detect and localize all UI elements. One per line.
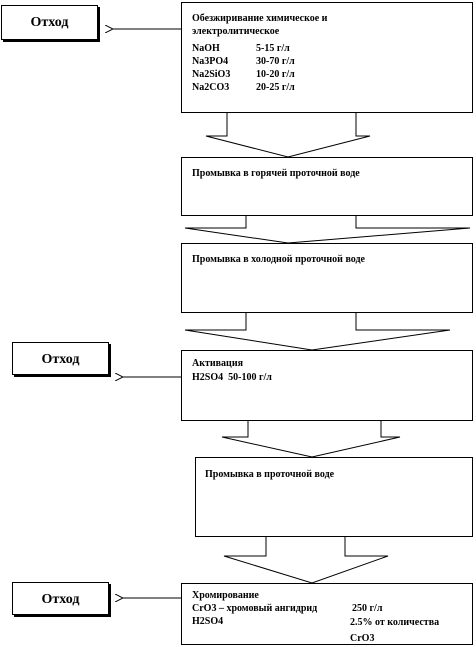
component-value: 250 г/л: [352, 603, 383, 614]
component-value: 50-100 г/л: [228, 372, 272, 383]
step-title: Обезжиривание химическое и электролитическое: [192, 13, 328, 37]
component-name: Na2SiO3: [192, 69, 231, 80]
component-name: Na2CO3: [192, 82, 230, 93]
component-value: 10-20 г/л: [256, 69, 295, 80]
step-title: Активация: [192, 358, 243, 369]
step-title: Промывка в проточной воде: [205, 469, 335, 480]
step-title: Хромирование: [192, 590, 259, 601]
component-value: 2.5% от количества CrO3: [350, 617, 440, 644]
component-name: CrO3 – хромовый ангидрид: [192, 603, 318, 614]
component-name: NaOH: [192, 43, 220, 54]
waste-box-3: Отход: [12, 582, 109, 615]
component-value: 20-25 г/л: [256, 82, 295, 93]
step-cold-rinse: [181, 243, 473, 313]
component-value: 30-70 г/л: [256, 56, 295, 67]
flow-arrow-4: [222, 420, 400, 457]
step-degreasing: [181, 2, 473, 113]
step-title: Промывка в холодной проточной воде: [192, 254, 365, 265]
component-row: [192, 371, 272, 384]
flow-arrow-1: [206, 113, 370, 157]
waste-box-2: Отход: [12, 342, 109, 375]
flow-arrow-5: [224, 536, 388, 583]
component-name: H2SO4: [192, 372, 224, 383]
flow-arrow-3: [185, 312, 450, 350]
waste-box-1: Отход: [1, 5, 98, 40]
step-activation: [181, 350, 473, 421]
flow-arrow-2: [185, 215, 470, 243]
component-list: [192, 42, 295, 94]
component-name: Na3PO4: [192, 56, 229, 67]
step-hot-rinse: [181, 157, 473, 216]
step-title: Промывка в горячей проточной воде: [192, 168, 360, 179]
component-value: 5-15 г/л: [256, 43, 290, 54]
component-name: H2SO4: [192, 616, 224, 627]
step-chroming: [181, 583, 473, 645]
step-rinse: [195, 457, 473, 537]
